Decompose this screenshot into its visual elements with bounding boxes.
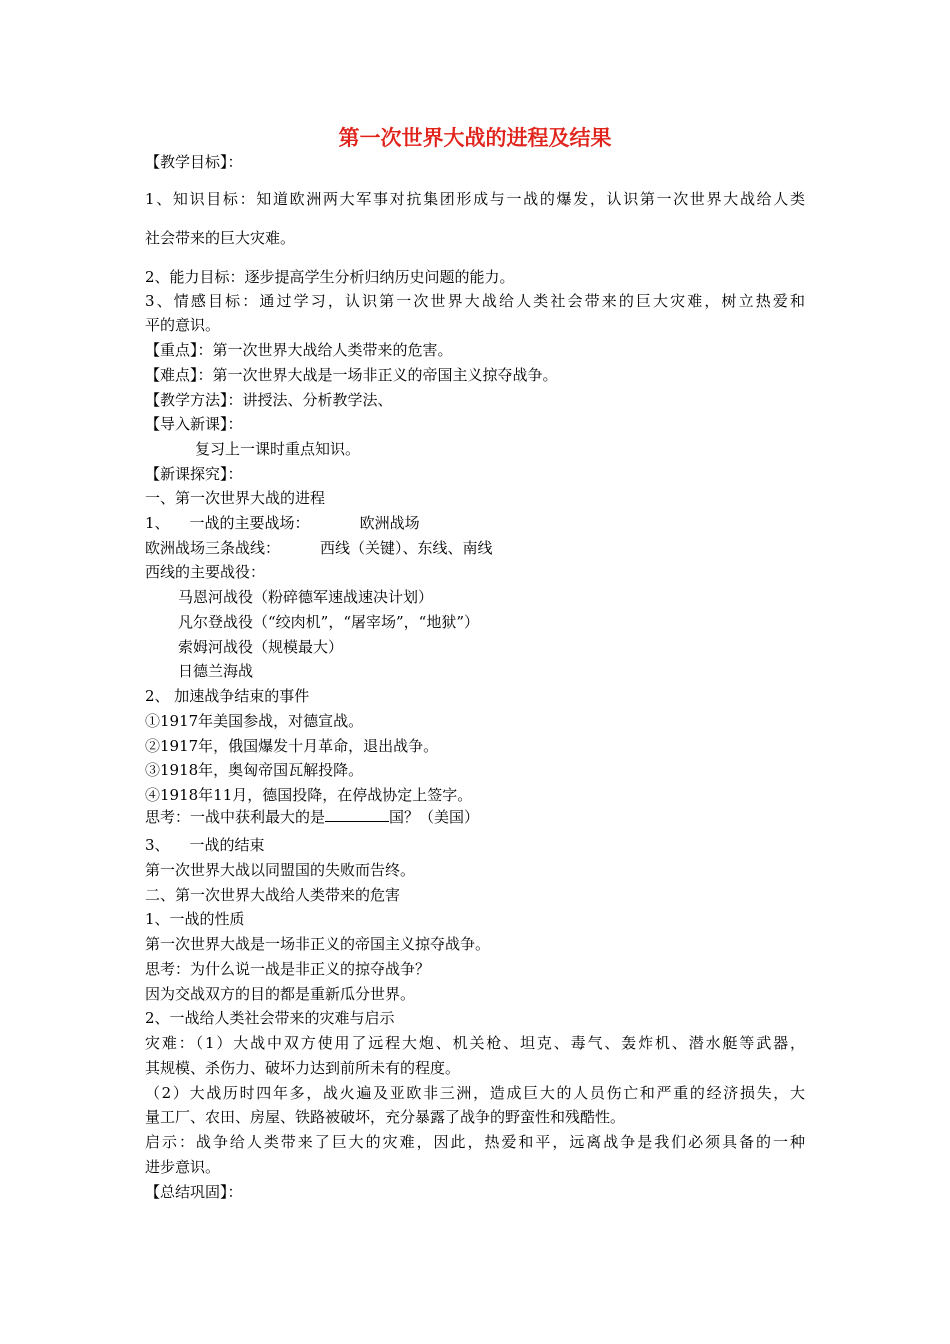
nature-text: 第一次世界大战是一场非正义的帝国主义掠夺战争。 <box>145 935 491 953</box>
section-summary: 【总结巩固】： <box>145 1183 243 1201</box>
section-intro: 【导入新课】： <box>145 415 243 433</box>
difficult-point: 【难点】：第一次世界大战是一场非正义的帝国主义掠夺战争。 <box>145 366 558 384</box>
battle-marne: 马恩河战役（粉碎德军速战速决计划） <box>178 588 434 606</box>
goal-knowledge-cont: 社会带来的巨大灾难。 <box>145 229 296 247</box>
war-end-label: 一战的结束 <box>189 836 265 854</box>
section-new-lesson: 【新课探究】： <box>145 465 243 483</box>
battle-somme: 索姆河战役（规模最大） <box>178 638 344 656</box>
goal-knowledge: 1、知识目标：知道欧洲两大军事对抗集团形成与一战的爆发，认识第一次世界大战给人类 <box>145 190 805 208</box>
goal-emotion-cont: 平的意识。 <box>145 316 221 334</box>
three-fronts-label: 欧洲战场三条战线： <box>145 539 281 557</box>
item-number: 1、 <box>145 514 170 532</box>
disaster-2-cont: 量工厂、农田、房屋、铁路被破坏，充分暴露了战争的野蛮性和残酷性。 <box>145 1108 626 1126</box>
document-title: 第一次世界大战的进程及结果 <box>338 126 612 150</box>
think-question-1-text: 思考：一战中获利最大的是 <box>145 808 326 826</box>
battle-jutland: 日德兰海战 <box>178 662 254 680</box>
heading-progress: 一、第一次世界大战的进程 <box>145 489 326 507</box>
event-2: ②1917年，俄国爆发十月革命，退出战争。 <box>145 737 439 755</box>
think-question-2: 思考：为什么说一战是非正义的掠夺战争？ <box>145 960 431 978</box>
key-point: 【重点】：第一次世界大战给人类带来的危害。 <box>145 341 453 359</box>
heading-disaster-lessons: 2、一战给人类社会带来的灾难与启示 <box>145 1009 395 1027</box>
western-battles-label: 西线的主要战役： <box>145 563 266 581</box>
battle-verdun: 凡尔登战役（“绞肉机”，“屠宰场”，“地狱”） <box>178 613 480 631</box>
section-teaching-goals: 【教学目标】： <box>145 153 243 171</box>
intro-review: 复习上一课时重点知识。 <box>195 440 361 458</box>
three-fronts-value: 西线（关键）、东线、南线 <box>320 539 493 557</box>
goal-emotion: 3、情感目标：通过学习，认识第一次世界大战给人类社会带来的巨大灾难，树立热爱和 <box>145 292 805 310</box>
heading-war-end <box>145 834 265 856</box>
teaching-method: 【教学方法】：讲授法、分析教学法、 <box>145 391 393 409</box>
disaster-1: 灾难：（1）大战中双方使用了远程大炮、机关枪、坦克、毒气、轰炸机、潜水艇等武器， <box>145 1034 805 1052</box>
goal-ability: 2、能力目标：逐步提高学生分析归纳历史问题的能力。 <box>145 268 515 286</box>
item-three-fronts <box>145 537 493 559</box>
think-question-1-answer: 国？（美国） <box>389 808 480 826</box>
lesson-text-cont: 进步意识。 <box>145 1158 221 1176</box>
war-end-text: 第一次世界大战以同盟国的失败而告终。 <box>145 861 416 879</box>
think-question-1 <box>145 806 479 828</box>
disaster-1-cont: 其规模、杀伤力、破坏力达到前所未有的程度。 <box>145 1059 461 1077</box>
fill-blank <box>325 807 389 822</box>
heading-harm: 二、第一次世界大战给人类带来的危害 <box>145 886 401 904</box>
disaster-2: （2）大战历时四年多，战火遍及亚欧非三洲，造成巨大的人员伤亡和严重的经济损失，大 <box>145 1084 805 1102</box>
event-3: ③1918年，奥匈帝国瓦解投降。 <box>145 761 364 779</box>
main-battlefield-label: 一战的主要战场： <box>189 514 310 532</box>
item-main-battlefield <box>145 512 420 534</box>
event-4: ④1918年11月，德国投降，在停战协定上签字。 <box>145 786 473 804</box>
lesson-text: 启示：战争给人类带来了巨大的灾难，因此，热爱和平，远离战争是我们必须具备的一种 <box>145 1133 805 1151</box>
think-answer-2: 因为交战双方的目的都是重新瓜分世界。 <box>145 985 416 1003</box>
war-end-number: 3、 <box>145 836 170 854</box>
heading-nature: 1、一战的性质 <box>145 910 245 928</box>
main-battlefield-value: 欧洲战场 <box>359 514 420 532</box>
event-1: ①1917年美国参战，对德宣战。 <box>145 712 364 730</box>
heading-accelerate-end: 2、 加速战争结束的事件 <box>145 687 310 705</box>
